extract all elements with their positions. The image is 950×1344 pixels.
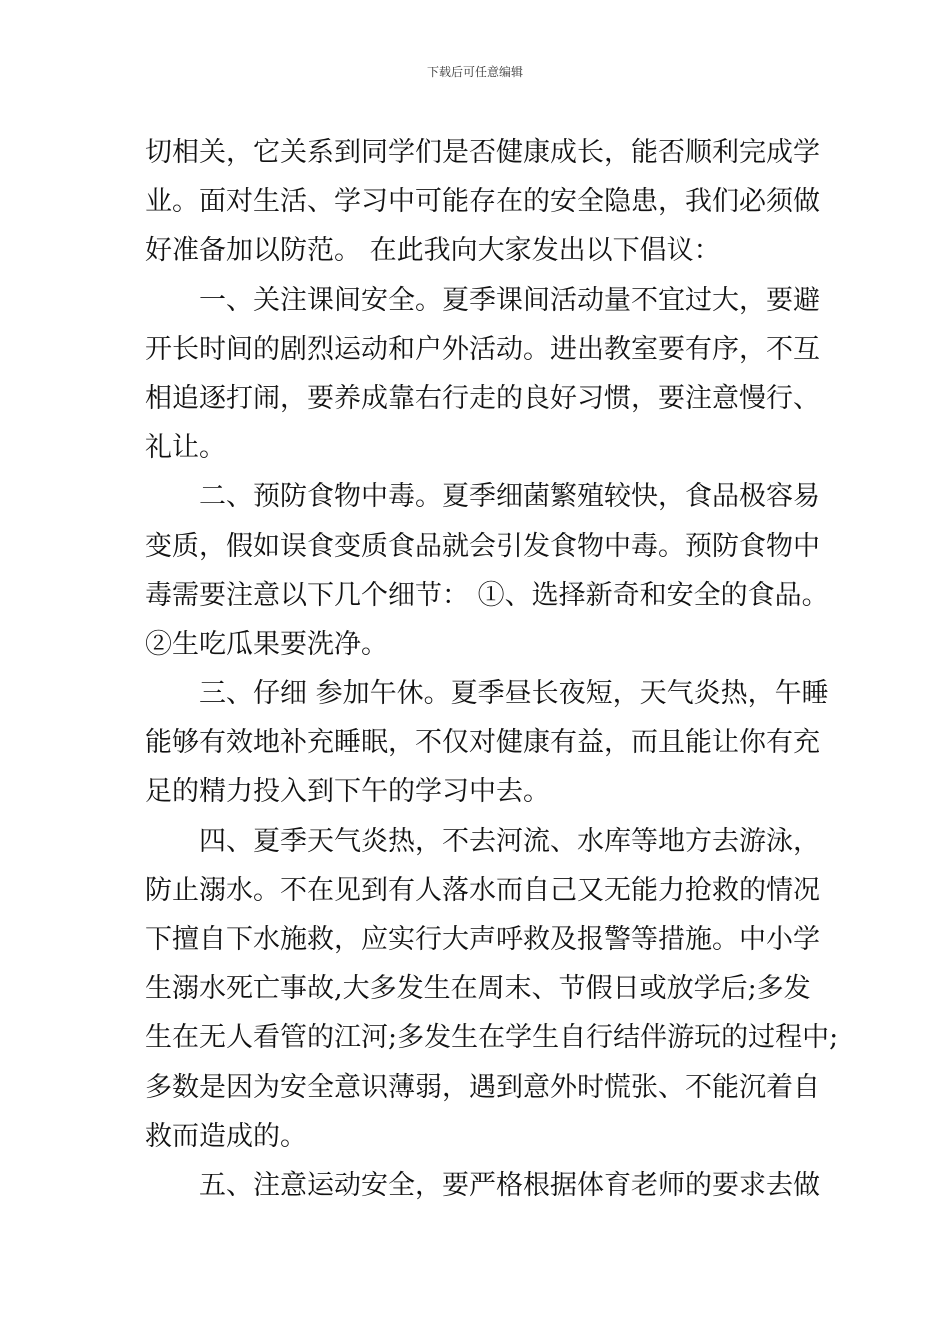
page-header: 下载后可任意编辑 <box>426 65 523 79</box>
text-line: 毒需要注意以下几个细节： ①、选择新奇和安全的食品。 <box>145 579 829 611</box>
text-line: 一、关注课间安全。夏季课间活动量不宜过大，要避 <box>145 284 820 316</box>
text-line: 防止溺水。不在见到有人落水而自己又无能力抢救的情况 <box>145 874 820 906</box>
text-line: 能够有效地补充睡眠，不仅对健康有益，而且能让你有充 <box>145 727 820 759</box>
text-line: 礼让。 <box>145 432 226 464</box>
text-line: 五、注意运动安全，要严格根据体育老师的要求去做 <box>145 1169 820 1201</box>
text-line: 业。面对生活、学习中可能存在的安全隐患，我们必须做 <box>145 186 820 218</box>
document-body <box>145 128 839 1210</box>
text-line: 相追逐打闹，要养成靠右行走的良好习惯，要注意慢行、 <box>145 382 820 414</box>
text-line: 切相关，它关系到同学们是否健康成长，能否顺利完成学 <box>145 137 820 168</box>
text-line: ②生吃瓜果要洗净。 <box>145 628 388 660</box>
text-line: 开长时间的剧烈运动和户外活动。进出教室要有序，不互 <box>145 333 820 365</box>
text-line: 救而造成的。 <box>145 1120 307 1152</box>
text-line: 足的精力投入到下午的学习中去。 <box>145 776 550 808</box>
text-line: 三、仔细 参加午休。夏季昼长夜短，天气炎热，午睡 <box>145 678 829 710</box>
text-line: 变质，假如误食变质食品就会引发食物中毒。预防食物中 <box>145 530 820 562</box>
text-line: 生在无人看管的江河;多发生在学生自行结伴游玩的过程中; <box>145 1022 839 1054</box>
text-line: 二、预防食物中毒。夏季细菌繁殖较快，食品极容易 <box>145 481 820 513</box>
text-line: 好准备加以防范。 在此我向大家发出以下倡议： <box>145 235 721 267</box>
text-line: 下擅自下水施救，应实行大声呼救及报警等措施。中小学 <box>145 924 820 955</box>
text-line: 多数是因为安全意识薄弱，遇到意外时慌张、不能沉着自 <box>145 1071 820 1103</box>
text-line: 生溺水死亡事故,大多发生在周末、节假日或放学后;多发 <box>145 973 811 1005</box>
text-line: 四、夏季天气炎热，不去河流、水库等地方去游泳， <box>145 825 820 857</box>
